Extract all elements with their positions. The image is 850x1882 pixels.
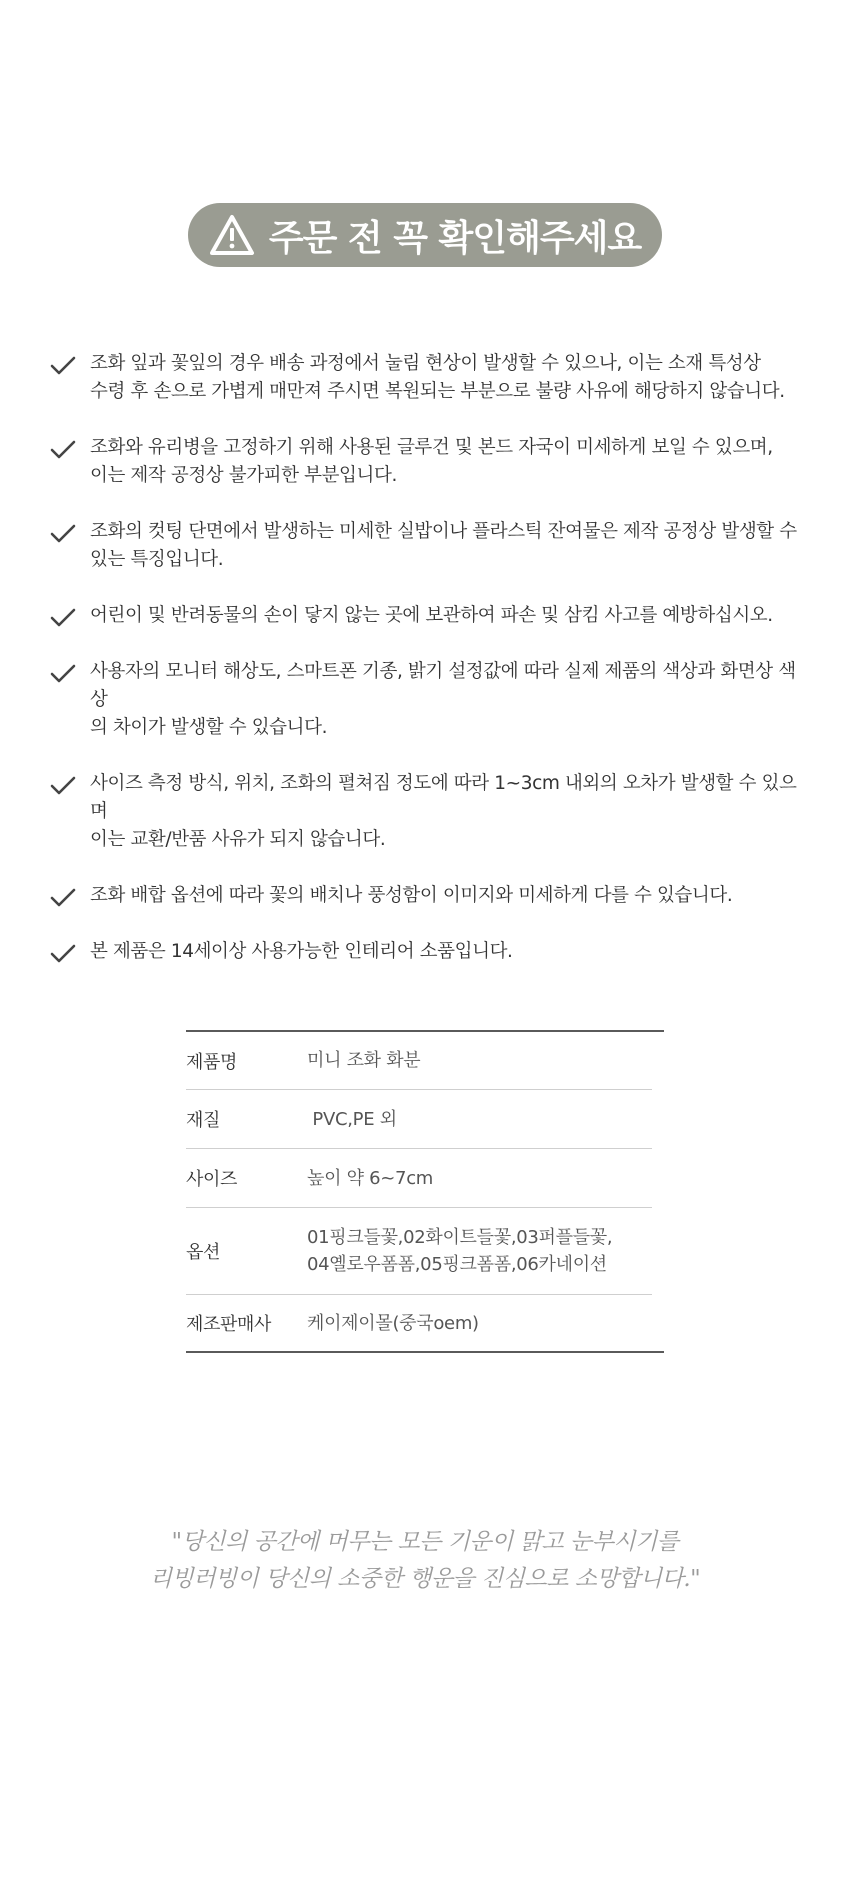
notice-badge bbox=[188, 203, 662, 267]
warning-triangle-icon bbox=[209, 214, 255, 256]
spec-label: 옵션 bbox=[186, 1242, 220, 1263]
checklist-text-line: 조화와 유리병을 고정하기 위해 사용된 글루건 및 본드 자국이 미세하게 보일 수 있으며, bbox=[90, 437, 773, 458]
checklist-text-line: 조화 잎과 꽃잎의 경우 배송 과정에서 눌림 현상이 발생할 수 있으나, 이는 소재 특성상 bbox=[90, 353, 761, 374]
quote-line: 리빙러빙이 당신의 소중한 행운을 진심으로 소망합니다." bbox=[149, 1566, 701, 1592]
spec-value: 케이제이몰(중국oem) bbox=[307, 1312, 479, 1334]
checklist-item bbox=[50, 602, 810, 630]
check-icon bbox=[50, 350, 90, 376]
spec-label: 제품명 bbox=[186, 1051, 237, 1073]
spec-row-name bbox=[186, 1032, 652, 1090]
checklist-text-line: 조화의 컷팅 단면에서 발생하는 미세한 실밥이나 플라스틱 잔여물은 제작 공정상 발생할 수 bbox=[90, 521, 797, 542]
checklist-text-line: 사용자의 모니터 해상도, 스마트폰 기종, 밝기 설정값에 따라 실제 제품의 색상과 화면상 색상 bbox=[90, 661, 796, 710]
spec-row-maker bbox=[186, 1295, 652, 1351]
closing-quote bbox=[0, 1524, 850, 1598]
check-icon bbox=[50, 882, 90, 908]
checklist-item bbox=[50, 434, 810, 490]
spec-row-size bbox=[186, 1149, 652, 1208]
checklist-text-line: 본 제품은 14세이상 사용가능한 인테리어 소품입니다. bbox=[90, 941, 513, 962]
spec-value bbox=[307, 1224, 612, 1278]
check-icon bbox=[50, 434, 90, 460]
spec-value: 높이 약 6~7cm bbox=[307, 1167, 434, 1189]
checklist-text-line: 어린이 및 반려동물의 손이 닿지 않는 곳에 보관하여 파손 및 삼킴 사고를 예방하십시오. bbox=[90, 605, 773, 626]
checklist-text-line: 이는 교환/반품 사유가 되지 않습니다. bbox=[90, 829, 386, 850]
checklist-text-line: 수령 후 손으로 가볍게 매만져 주시면 복원되는 부분으로 불량 사유에 해당하지 않습니다. bbox=[90, 381, 785, 402]
checklist-item bbox=[50, 882, 810, 910]
spec-value-line: 04옐로우폼폼,05핑크폼폼,06카네이션 bbox=[307, 1254, 607, 1275]
check-icon bbox=[50, 518, 90, 544]
spec-label: 사이즈 bbox=[186, 1169, 237, 1190]
checklist-text-line: 있는 특징입니다. bbox=[90, 549, 224, 570]
notice-checklist bbox=[50, 350, 810, 994]
spec-value: 미니 조화 화분 bbox=[307, 1050, 421, 1071]
checklist-text-line: 이는 제작 공정상 불가피한 부분입니다. bbox=[90, 465, 397, 486]
checklist-text-line: 조화 배합 옵션에 따라 꽃의 배치나 풍성함이 이미지와 미세하게 다를 수 있습니다. bbox=[90, 885, 733, 906]
quote-line: "당신의 공간에 머무는 모든 기운이 맑고 눈부시기를 bbox=[171, 1529, 679, 1555]
spec-row-option bbox=[186, 1208, 652, 1295]
spec-label: 재질 bbox=[186, 1110, 220, 1131]
check-icon bbox=[50, 602, 90, 628]
checklist-item bbox=[50, 658, 810, 742]
spec-value: PVC,PE 외 bbox=[307, 1108, 397, 1130]
checklist-item bbox=[50, 350, 810, 406]
check-icon bbox=[50, 938, 90, 964]
checklist-text-line: 의 차이가 발생할 수 있습니다. bbox=[90, 717, 328, 738]
spec-label: 제조판매사 bbox=[186, 1314, 271, 1335]
checklist-item bbox=[50, 770, 810, 854]
checklist-item bbox=[50, 938, 810, 966]
notice-title: 주문 전 꼭 확인해주세요 bbox=[268, 217, 642, 259]
checklist-item bbox=[50, 518, 810, 574]
spec-row-material bbox=[186, 1090, 652, 1149]
spec-table bbox=[186, 1030, 664, 1353]
spec-value-line: 01핑크들꽃,02화이트들꽃,03퍼플들꽃, bbox=[307, 1227, 613, 1248]
checklist-text-line: 사이즈 측정 방식, 위치, 조화의 펼쳐짐 정도에 따라 1~3cm 내외의 오차가 발생할 수 있으며 bbox=[90, 773, 797, 822]
check-icon bbox=[50, 770, 90, 796]
check-icon bbox=[50, 658, 90, 684]
